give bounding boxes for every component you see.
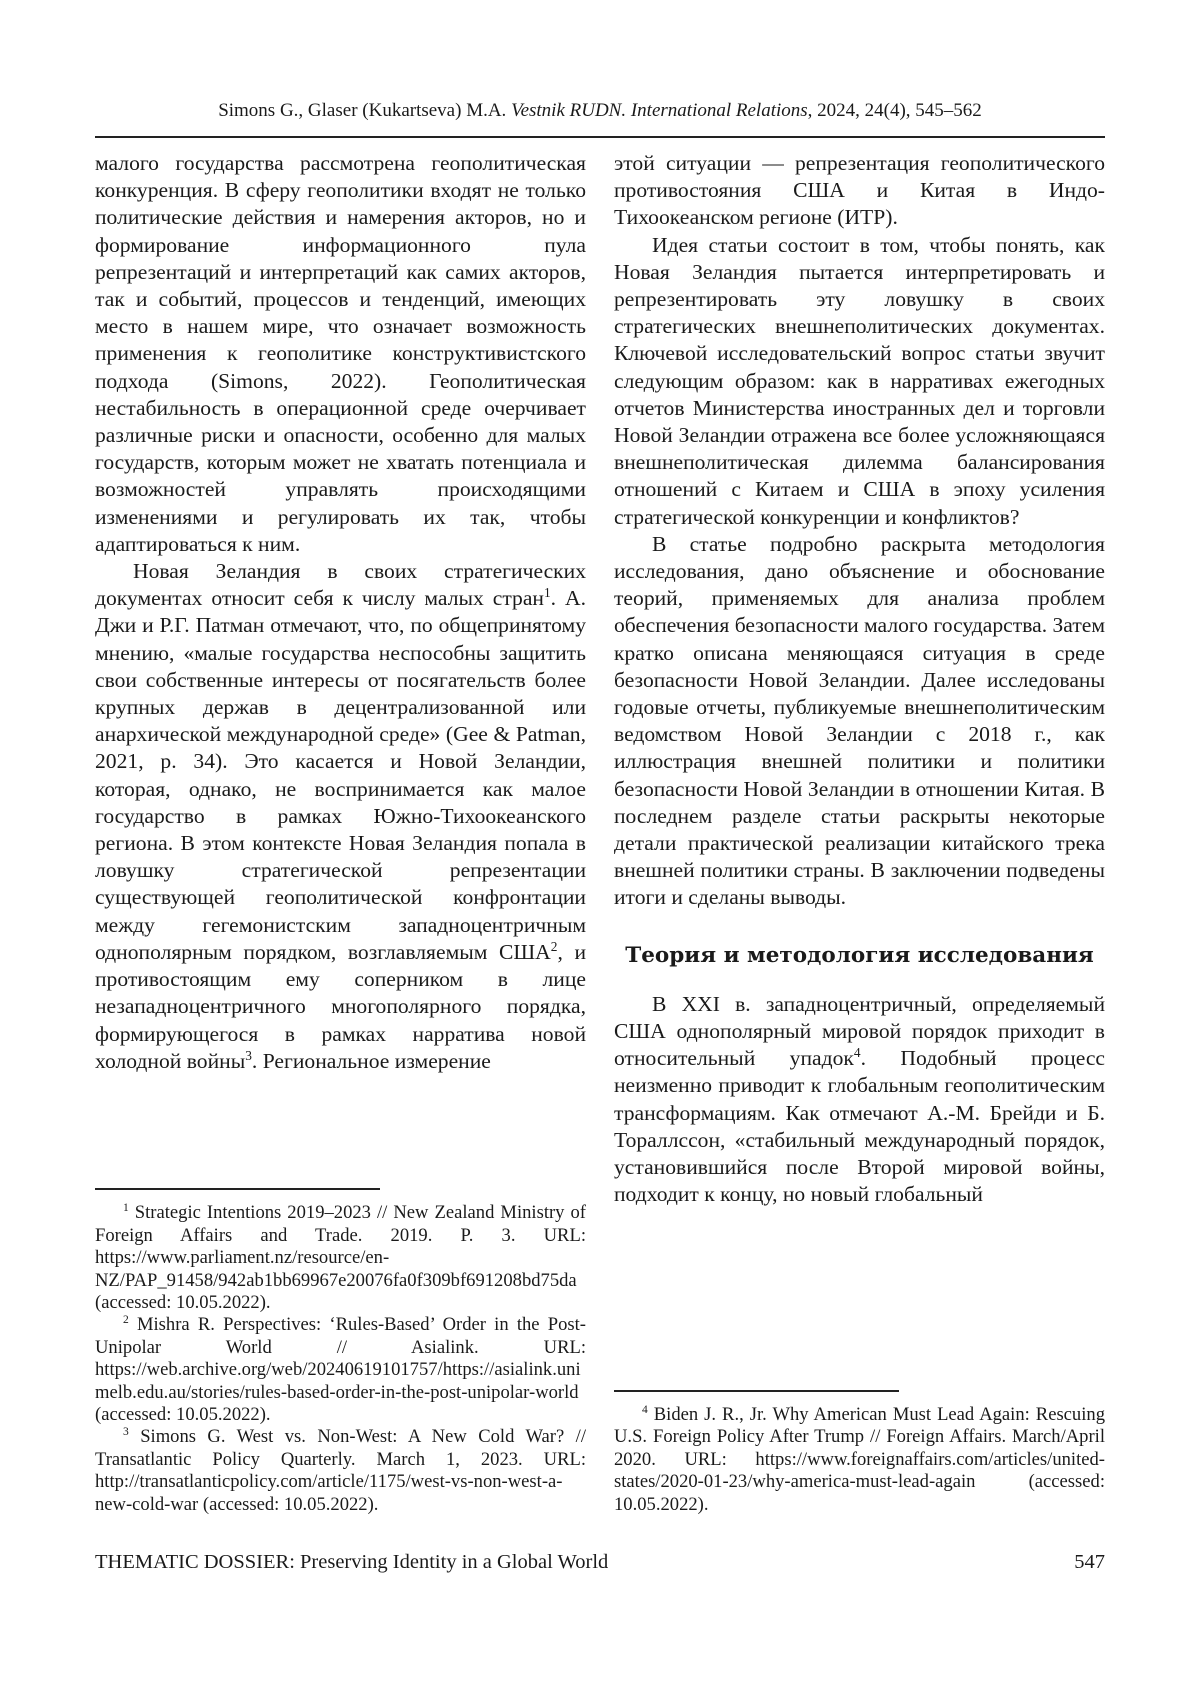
page-footer: [95, 1550, 1105, 1574]
footnote: [95, 1202, 586, 1314]
footnote-text: Simons G. West vs. Non-West: A New Cold War? // Transatlantic Policy Quarterly. March 1, 2023. URL: http://transatlanticpolicy.com/article/1175/west-vs-non-west-a-new-cold-war (accessed: 10.05.2022).: [95, 1426, 586, 1515]
text-run: Идея статьи состоит в том, чтобы понять, как Новая Зеландия пытается интерпретировать и репрезентировать эту ловушку в своих стратегических внешнеполитических документах. Ключевой исследовательский вопрос статьи звучит следующим образом: как в нарративах ежегодных отчетов Министерства иностранных дел и торговли Новой Зеландии отражена все более усложняющаяся внешнеполитическая дилемма балансирования отношений с Китаем и США в эпоху усиления стратегической конкуренции и конфликтов?: [614, 232, 1105, 529]
text-run: В XXI в. западноцентричный, определяемый США однополярный мировой порядок приходит в относительный упадок: [614, 991, 1105, 1071]
right-footnotes: [614, 1404, 1105, 1516]
thematic-dossier-label: THEMATIC DOSSIER: Preserving Identity in a Global World: [95, 1551, 609, 1573]
left-column-paragraphs: [95, 150, 586, 1075]
footnote-text: Mishra R. Perspectives: ‘Rules-Based’ Order in the Post-Unipolar World // Asialink. URL: https://web.archive.org/web/20240619101757/https://asialink.unimelb.edu.au/stories/rules-based-order-in-the-post-unipolar-world (accessed: 10.05.2022).: [95, 1314, 586, 1425]
running-head-citation: [0, 0, 1200, 122]
footnote-marker: 3: [123, 1426, 129, 1439]
left-footnote-block: [95, 1188, 586, 1516]
text-run: . А. Джи и Р.Г. Патман отмечают, что, по общепринятому мнению, «малые государства неспособны защитить свои собственные интересы от посягательств более крупных держав в децентрализованной или анархической международной среде» (Gee & Patman, 2021, p. 34). Это касается и Новой Зеландии, которая, однако, не воспринимается как малое государство в рамках Южно-Тихоокеанского региона. В этом контексте Новая Зеландия попала в ловушку стратегической репрезентации существующей геополитической конфронтации между гегемонистским западноцентричным однополярным порядком, возглавляемым США: [95, 586, 586, 964]
right-column-paragraphs-bottom: [614, 991, 1105, 1209]
body-paragraph: [95, 150, 586, 558]
text-run: . Подобный процесс неизменно приводит к глобальным геополитическим трансформациям. Как отмечают А.-М. Брейди и Б. Тораллссон, «стабильный международный порядок, установившийся после Второй мировой войны, подходит к концу, но новый глобальный: [614, 1046, 1105, 1207]
two-column-body: [95, 150, 1105, 1516]
footnote: [614, 1404, 1105, 1516]
footnote-ref: 3: [245, 1047, 252, 1063]
footnote-text: Strategic Intentions 2019–2023 // New Zealand Ministry of Foreign Affairs and Trade. 2019. P. 3. URL: https://www.parliament.nz/resource/en-NZ/PAP_91458/942ab1bb69967e20076fa0f309bf691208bd75da (accessed: 10.05.2022).: [95, 1202, 586, 1313]
text-run: . Региональное измерение: [251, 1048, 491, 1073]
body-paragraph: [614, 991, 1105, 1209]
text-run: малого государства рассмотрена геополитическая конкуренция. В сферу геополитики входят не только политические действия и намерения акторов, но и формирование информационного пула репрезентаций и интерпретаций как самих акторов, так и событий, процессов и тенденций, имеющих место в нашем мире, что означает возможность применения к геополитике конструктивистского подхода (Simons, 2022). Геополитическая нестабильность в операционной среде очерчивает различные риски и опасности, особенно для малых государств, которым может не хватать потенциала и возможностей управлять происходящими изменениями и регулировать их так, чтобы адаптироваться к ним.: [95, 151, 586, 556]
footnote-marker: 4: [642, 1403, 648, 1416]
body-paragraph: [614, 232, 1105, 531]
body-paragraph: [614, 531, 1105, 912]
running-head-authors: Simons G., Glaser (Kukartseva) M.A.: [218, 100, 512, 121]
journal-title-italic: Vestnik RUDN. International Relations: [511, 100, 808, 121]
right-footnote-block: [614, 1390, 1105, 1516]
header-rule: [95, 136, 1105, 138]
page-number: 547: [1074, 1551, 1105, 1573]
body-paragraph: [95, 558, 586, 1075]
footnote: [95, 1426, 586, 1516]
text-run: этой ситуации — репрезентация геополитического противостояния США и Китая в Индо-Тихоокеанском регионе (ИТР).: [614, 151, 1105, 230]
right-column-paragraphs-top: [614, 150, 1105, 912]
text-run: Новая Зеландия в своих стратегических документах относит себя к числу малых стран: [95, 559, 586, 611]
footnote-marker: 1: [123, 1202, 129, 1215]
section-heading: Теория и методология исследования: [625, 942, 1094, 968]
footnote-ref: 2: [550, 938, 558, 954]
footnote-separator: [614, 1390, 899, 1392]
left-column: [95, 150, 586, 1516]
footnote-text: Biden J. R., Jr. Why American Must Lead Again: Rescuing U.S. Foreign Policy After Trump // Foreign Affairs. March/April 2020. URL: https://www.foreignaffairs.com/articles/united-states/2020-01-23/why-america-must-lead-again (accessed: 10.05.2022).: [614, 1403, 1105, 1515]
footnote-ref: 1: [543, 585, 551, 601]
text-run: , и противостоящим ему соперником в лице незападноцентричного многополярного порядка, формирующегося в рамках нарратива новой холодной войны: [95, 939, 586, 1073]
text-run: В статье подробно раскрыта методология исследования, дано объяснение и обоснование теорий, применяемых для анализа проблем обеспечения безопасности малого государства. Затем кратко описана меняющаяся ситуация в среде безопасности Новой Зеландии. Далее исследованы годовые отчеты, публикуемые внешнеполитическим ведомством Новой Зеландии с 2018 г., как иллюстрация внешней политики и политики безопасности Новой Зеландии в отношении Китая. В последнем разделе статьи раскрыты некоторые детали практической реализации китайского трека внешней политики страны. В заключении подведены итоги и сделаны выводы.: [614, 531, 1106, 910]
footnote-separator: [95, 1188, 380, 1190]
footnote: [95, 1314, 586, 1426]
footnote-marker: 2: [123, 1314, 129, 1327]
left-footnotes: [95, 1202, 586, 1516]
footnote-ref: 4: [853, 1044, 861, 1060]
running-head-issue-info: , 2024, 24(4), 545–562: [807, 100, 982, 121]
right-column: [614, 150, 1105, 1516]
body-paragraph: [614, 150, 1105, 232]
